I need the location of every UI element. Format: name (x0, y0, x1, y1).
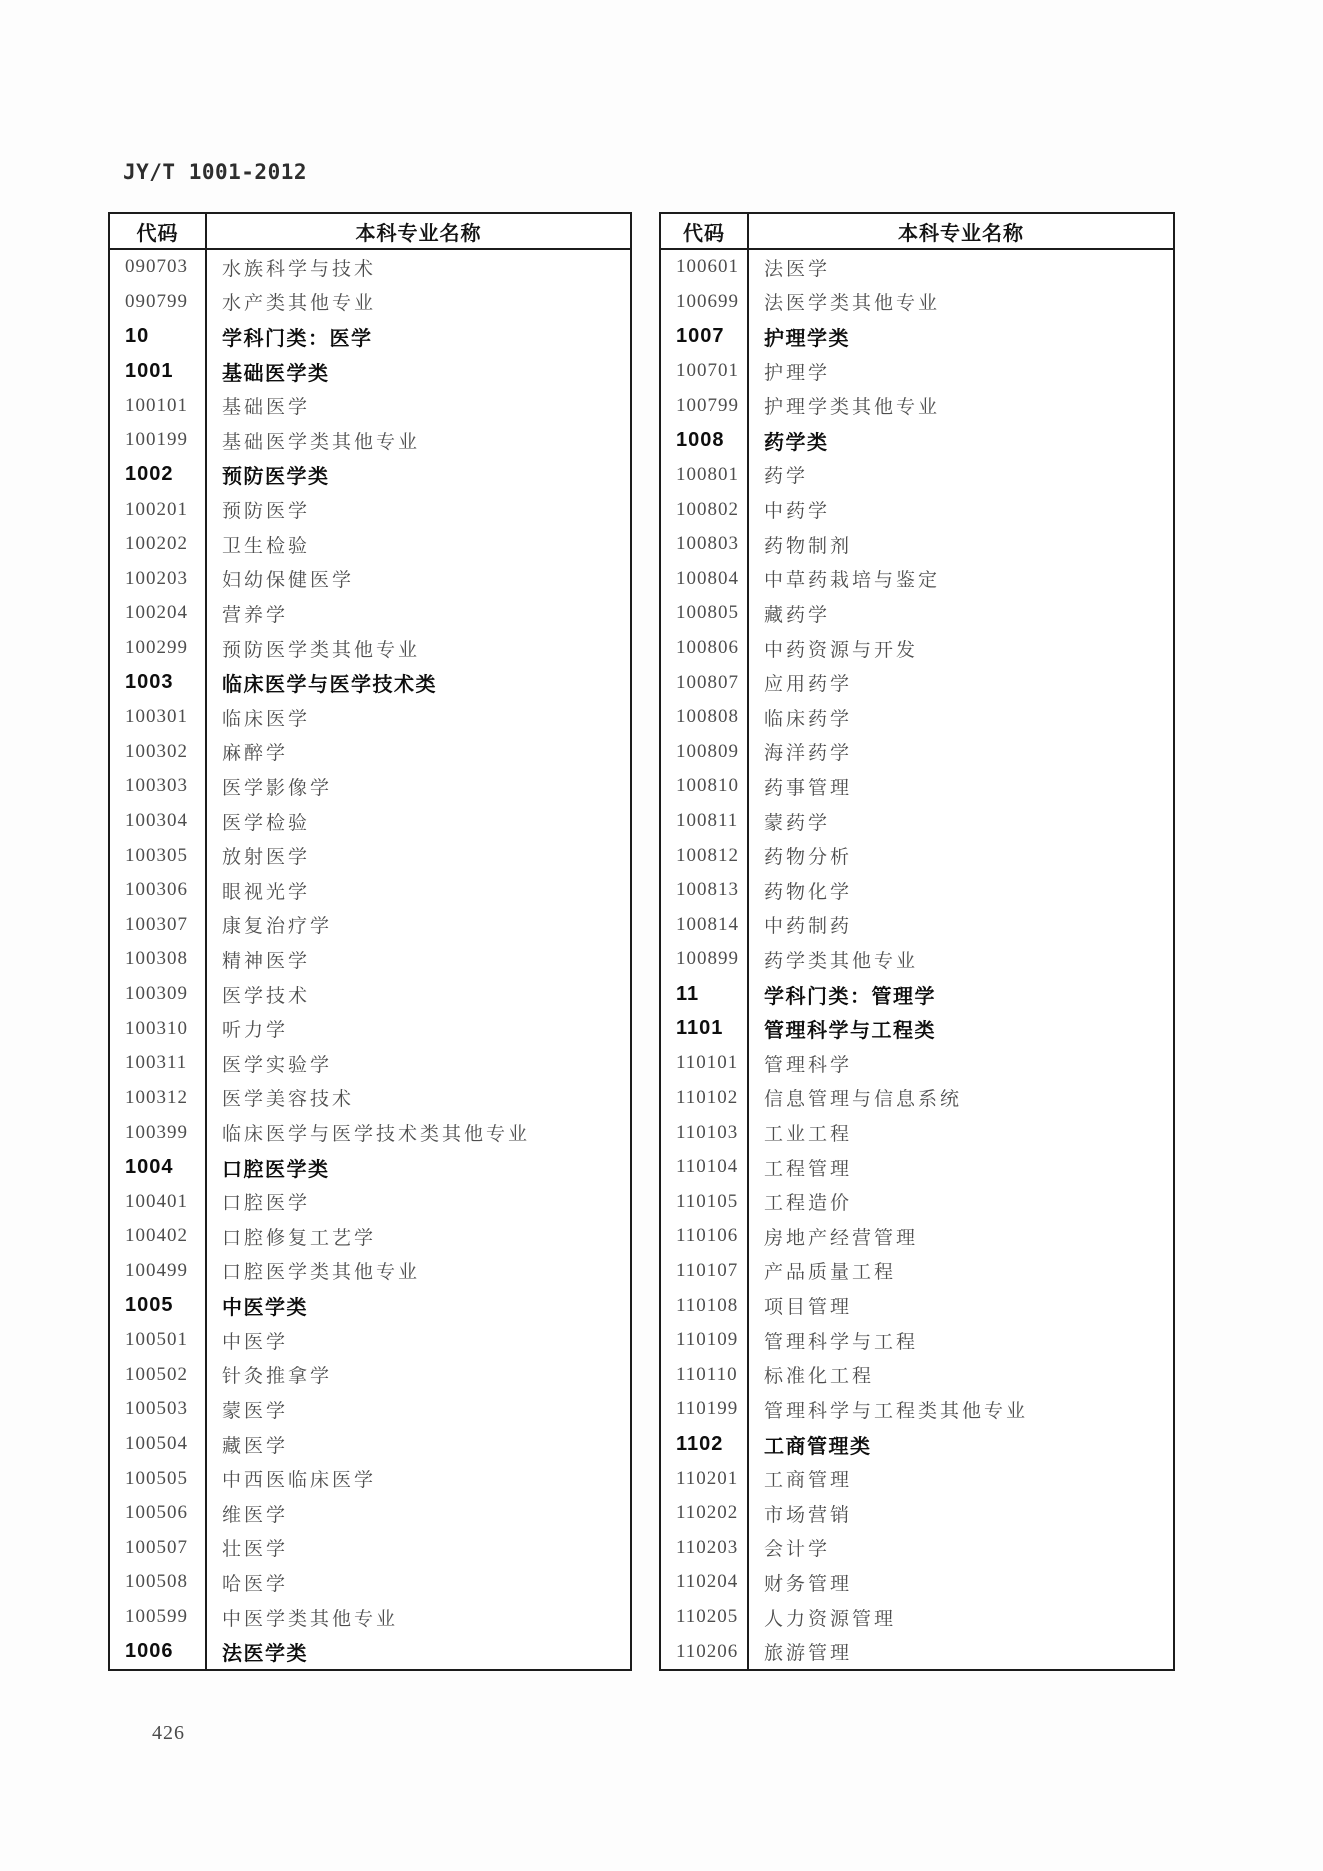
major-name: 蒙药学 (764, 812, 831, 834)
major-code: 100806 (661, 631, 749, 666)
major-name: 护理学类 (764, 328, 850, 351)
major-name: 法医学类 (222, 1643, 308, 1666)
major-code: 110104 (661, 1150, 749, 1185)
major-name: 中医学 (222, 1331, 289, 1353)
major-name: 听力学 (222, 1020, 289, 1042)
major-name: 标准化工程 (764, 1366, 875, 1388)
major-code: 100810 (661, 769, 749, 804)
major-name: 医学实验学 (222, 1054, 333, 1076)
major-code: 100310 (110, 1011, 207, 1046)
table-header-row (661, 214, 1173, 250)
table-row (661, 1600, 1173, 1635)
major-name: 人力资源管理 (764, 1608, 897, 1630)
major-code: 1007 (661, 319, 749, 354)
major-name: 药物制剂 (764, 535, 853, 557)
major-code: 100202 (110, 527, 207, 562)
table-row (110, 285, 630, 320)
major-name: 预防医学 (222, 501, 311, 523)
table-row (661, 319, 1173, 354)
major-name: 口腔医学类其他专业 (222, 1262, 421, 1284)
table-row (661, 873, 1173, 908)
major-code: 100508 (110, 1565, 207, 1600)
major-code: 10 (110, 319, 207, 354)
major-name: 海洋药学 (764, 743, 853, 765)
major-name: 工商管理 (764, 1470, 853, 1492)
major-code: 100399 (110, 1115, 207, 1150)
major-code: 110110 (661, 1358, 749, 1393)
table-row (110, 1461, 630, 1496)
major-code: 100201 (110, 492, 207, 527)
table-row (661, 700, 1173, 735)
major-code: 100802 (661, 492, 749, 527)
major-code: 1001 (110, 354, 207, 389)
major-code: 100499 (110, 1254, 207, 1289)
table-row (110, 1046, 630, 1081)
table-row (110, 700, 630, 735)
major-name: 预防医学类其他专业 (222, 639, 421, 661)
table-row (661, 1634, 1173, 1669)
major-name: 药物化学 (764, 881, 853, 903)
major-code: 110204 (661, 1565, 749, 1600)
table-row (661, 1011, 1173, 1046)
major-code: 1003 (110, 665, 207, 700)
table-row (110, 942, 630, 977)
major-code: 100401 (110, 1184, 207, 1219)
major-name: 康复治疗学 (222, 916, 333, 938)
major-code: 100813 (661, 873, 749, 908)
major-name: 房地产经营管理 (764, 1227, 919, 1249)
major-code: 110201 (661, 1461, 749, 1496)
table-row (110, 596, 630, 631)
table-row (110, 1150, 630, 1185)
major-code: 100808 (661, 700, 749, 735)
major-name: 蒙医学 (222, 1400, 289, 1422)
table-row (110, 873, 630, 908)
table-row (110, 319, 630, 354)
table-row (661, 1081, 1173, 1116)
major-name: 药学类其他专业 (764, 950, 919, 972)
major-name-column-header: 本科专业名称 (898, 222, 1024, 245)
table-row (110, 1115, 630, 1150)
major-name: 管理科学与工程类 (764, 1020, 936, 1043)
major-code: 100804 (661, 561, 749, 596)
major-code: 1101 (661, 1011, 749, 1046)
major-code: 110106 (661, 1219, 749, 1254)
table-row (110, 1531, 630, 1566)
major-name: 妇幼保健医学 (222, 570, 355, 592)
major-code: 1008 (661, 423, 749, 458)
major-code: 100811 (661, 804, 749, 839)
major-name: 医学影像学 (222, 777, 333, 799)
table-row (661, 804, 1173, 839)
major-code: 100507 (110, 1531, 207, 1566)
major-name: 管理科学与工程 (764, 1331, 919, 1353)
table-row (661, 458, 1173, 493)
table-row (110, 735, 630, 770)
major-code: 100309 (110, 977, 207, 1012)
major-name: 中草药栽培与鉴定 (764, 570, 941, 592)
standard-number-heading: JY/T 1001-2012 (123, 160, 308, 184)
table-row (110, 1392, 630, 1427)
code-column-header: 代码 (661, 214, 749, 248)
major-code: 110105 (661, 1184, 749, 1219)
major-code: 100306 (110, 873, 207, 908)
major-code: 100505 (110, 1461, 207, 1496)
major-name: 中医学类 (222, 1297, 308, 1320)
table-row (110, 1254, 630, 1289)
table-row (661, 769, 1173, 804)
table-row (661, 1496, 1173, 1531)
major-code: 090799 (110, 285, 207, 320)
major-name: 护理学类其他专业 (764, 397, 941, 419)
page-number: 426 (152, 1722, 185, 1744)
major-name: 市场营销 (764, 1504, 853, 1526)
table-row (110, 1634, 630, 1669)
major-code: 1004 (110, 1150, 207, 1185)
major-name: 口腔医学类 (222, 1158, 330, 1181)
major-code: 100601 (661, 250, 749, 285)
major-code: 110202 (661, 1496, 749, 1531)
major-name: 中医学类其他专业 (222, 1608, 399, 1630)
table-row (110, 631, 630, 666)
major-code: 100801 (661, 458, 749, 493)
major-code: 110206 (661, 1634, 749, 1669)
major-name: 应用药学 (764, 674, 853, 696)
major-name: 基础医学类 (222, 362, 330, 385)
major-code: 110103 (661, 1115, 749, 1150)
major-code: 11 (661, 977, 749, 1012)
table-row (110, 1219, 630, 1254)
major-code: 100502 (110, 1358, 207, 1393)
major-code: 100701 (661, 354, 749, 389)
major-name: 工程管理 (764, 1158, 853, 1180)
major-code: 110109 (661, 1323, 749, 1358)
major-name: 卫生检验 (222, 535, 311, 557)
major-name: 针灸推拿学 (222, 1366, 333, 1388)
table-body (661, 250, 1173, 1669)
table-row (110, 250, 630, 285)
table-row (110, 1288, 630, 1323)
major-code: 100501 (110, 1323, 207, 1358)
major-name: 麻醉学 (222, 743, 289, 765)
major-code: 100803 (661, 527, 749, 562)
major-name: 维医学 (222, 1504, 289, 1526)
major-name: 口腔医学 (222, 1193, 311, 1215)
table-row (110, 492, 630, 527)
major-name: 医学技术 (222, 985, 311, 1007)
major-name-column-header: 本科专业名称 (355, 222, 482, 245)
major-name: 中药资源与开发 (764, 639, 919, 661)
major-name: 药学 (764, 466, 809, 488)
major-name: 护理学 (764, 362, 831, 384)
table-row (110, 1081, 630, 1116)
major-code: 100809 (661, 735, 749, 770)
table-row (661, 492, 1173, 527)
table-row (661, 977, 1173, 1012)
major-name: 工程造价 (764, 1193, 853, 1215)
major-code: 100899 (661, 942, 749, 977)
table-row (110, 1184, 630, 1219)
code-column-header: 代码 (110, 214, 207, 248)
table-body (110, 250, 630, 1669)
table-row (110, 977, 630, 1012)
major-code: 100506 (110, 1496, 207, 1531)
table-row (110, 458, 630, 493)
table-row (661, 1427, 1173, 1462)
major-code: 110199 (661, 1392, 749, 1427)
major-code: 100814 (661, 908, 749, 943)
major-name: 产品质量工程 (764, 1262, 897, 1284)
major-name: 藏医学 (222, 1435, 289, 1457)
major-name: 项目管理 (764, 1297, 853, 1319)
table-row (661, 1461, 1173, 1496)
major-code: 100302 (110, 735, 207, 770)
table-row (110, 354, 630, 389)
major-code: 100204 (110, 596, 207, 631)
table-row (661, 285, 1173, 320)
table-row (110, 561, 630, 596)
table-row (110, 1427, 630, 1462)
major-name: 药事管理 (764, 777, 853, 799)
major-name: 藏药学 (764, 604, 831, 626)
table-row (110, 838, 630, 873)
major-name: 医学检验 (222, 812, 311, 834)
table-row (661, 908, 1173, 943)
major-code: 100402 (110, 1219, 207, 1254)
major-name: 临床医学与医学技术类其他专业 (222, 1124, 531, 1146)
major-code: 1102 (661, 1427, 749, 1462)
table-row (661, 1115, 1173, 1150)
major-code: 100812 (661, 838, 749, 873)
major-code: 100101 (110, 388, 207, 423)
major-name: 基础医学 (222, 397, 311, 419)
major-name: 营养学 (222, 604, 289, 626)
major-code: 100203 (110, 561, 207, 596)
major-name: 旅游管理 (764, 1643, 853, 1665)
major-code: 1005 (110, 1288, 207, 1323)
major-code: 100799 (661, 388, 749, 423)
table-row (661, 735, 1173, 770)
major-code: 100199 (110, 423, 207, 458)
major-name: 医学美容技术 (222, 1089, 355, 1111)
table-row (110, 1323, 630, 1358)
major-code: 100308 (110, 942, 207, 977)
table-row (110, 804, 630, 839)
major-name: 临床药学 (764, 708, 853, 730)
major-code: 110107 (661, 1254, 749, 1289)
major-name: 临床医学与医学技术类 (222, 674, 437, 697)
major-name: 水产类其他专业 (222, 293, 377, 315)
table-row (661, 1046, 1173, 1081)
major-name: 预防医学类 (222, 466, 330, 489)
major-name: 学科门类：管理学 (764, 985, 936, 1008)
major-name: 会计学 (764, 1539, 831, 1561)
major-name: 工商管理类 (764, 1435, 872, 1458)
table-row (661, 942, 1173, 977)
table-row (661, 1358, 1173, 1393)
table-row (110, 527, 630, 562)
major-name: 中药学 (764, 501, 831, 523)
major-name: 学科门类：医学 (222, 328, 373, 351)
major-name: 工业工程 (764, 1124, 853, 1146)
major-name: 法医学类其他专业 (764, 293, 941, 315)
major-code: 110101 (661, 1046, 749, 1081)
table-row (110, 423, 630, 458)
major-code: 100504 (110, 1427, 207, 1462)
table-header-row (110, 214, 630, 250)
table-row (110, 1496, 630, 1531)
table-row (110, 908, 630, 943)
major-code: 100807 (661, 665, 749, 700)
table-row (110, 665, 630, 700)
major-code: 100305 (110, 838, 207, 873)
major-name: 临床医学 (222, 708, 311, 730)
major-code-table-left (108, 212, 632, 1671)
major-name: 基础医学类其他专业 (222, 431, 421, 453)
table-row (661, 1323, 1173, 1358)
major-code: 110108 (661, 1288, 749, 1323)
table-row (661, 665, 1173, 700)
table-row (661, 388, 1173, 423)
major-name: 哈医学 (222, 1573, 289, 1595)
table-row (110, 1358, 630, 1393)
major-name: 精神医学 (222, 950, 311, 972)
major-code: 100312 (110, 1081, 207, 1116)
major-code: 110102 (661, 1081, 749, 1116)
major-name: 放射医学 (222, 847, 311, 869)
major-code: 1006 (110, 1634, 207, 1669)
major-code: 100311 (110, 1046, 207, 1081)
major-code: 110203 (661, 1531, 749, 1566)
table-row (661, 631, 1173, 666)
major-code: 100307 (110, 908, 207, 943)
table-row (661, 1565, 1173, 1600)
table-row (110, 1011, 630, 1046)
table-row (661, 527, 1173, 562)
major-name: 眼视光学 (222, 881, 311, 903)
table-row (661, 423, 1173, 458)
major-code: 100699 (661, 285, 749, 320)
major-name: 口腔修复工艺学 (222, 1227, 377, 1249)
major-name: 法医学 (764, 258, 831, 280)
major-name: 药学类 (764, 431, 829, 454)
major-name: 管理科学 (764, 1054, 853, 1076)
major-code: 100304 (110, 804, 207, 839)
major-code: 100805 (661, 596, 749, 631)
table-row (661, 354, 1173, 389)
table-row (110, 1600, 630, 1635)
table-row (661, 561, 1173, 596)
major-code: 110205 (661, 1600, 749, 1635)
major-name: 药物分析 (764, 847, 853, 869)
table-row (661, 596, 1173, 631)
table-row (661, 250, 1173, 285)
table-row (661, 1288, 1173, 1323)
major-code: 100301 (110, 700, 207, 735)
table-row (110, 1565, 630, 1600)
table-row (661, 838, 1173, 873)
major-name: 壮医学 (222, 1539, 289, 1561)
major-code: 1002 (110, 458, 207, 493)
major-code: 100303 (110, 769, 207, 804)
major-code: 100299 (110, 631, 207, 666)
major-name: 信息管理与信息系统 (764, 1089, 963, 1111)
table-row (661, 1392, 1173, 1427)
table-row (661, 1219, 1173, 1254)
table-row (661, 1254, 1173, 1289)
major-name: 中西医临床医学 (222, 1470, 377, 1492)
table-row (110, 388, 630, 423)
major-name: 财务管理 (764, 1573, 853, 1595)
table-row (110, 769, 630, 804)
major-code: 100503 (110, 1392, 207, 1427)
table-row (661, 1150, 1173, 1185)
table-row (661, 1184, 1173, 1219)
major-code-table-right (659, 212, 1175, 1671)
major-code: 090703 (110, 250, 207, 285)
table-row (661, 1531, 1173, 1566)
major-code: 100599 (110, 1600, 207, 1635)
major-name: 中药制药 (764, 916, 853, 938)
major-name: 水族科学与技术 (222, 258, 377, 280)
major-name: 管理科学与工程类其他专业 (764, 1400, 1029, 1422)
